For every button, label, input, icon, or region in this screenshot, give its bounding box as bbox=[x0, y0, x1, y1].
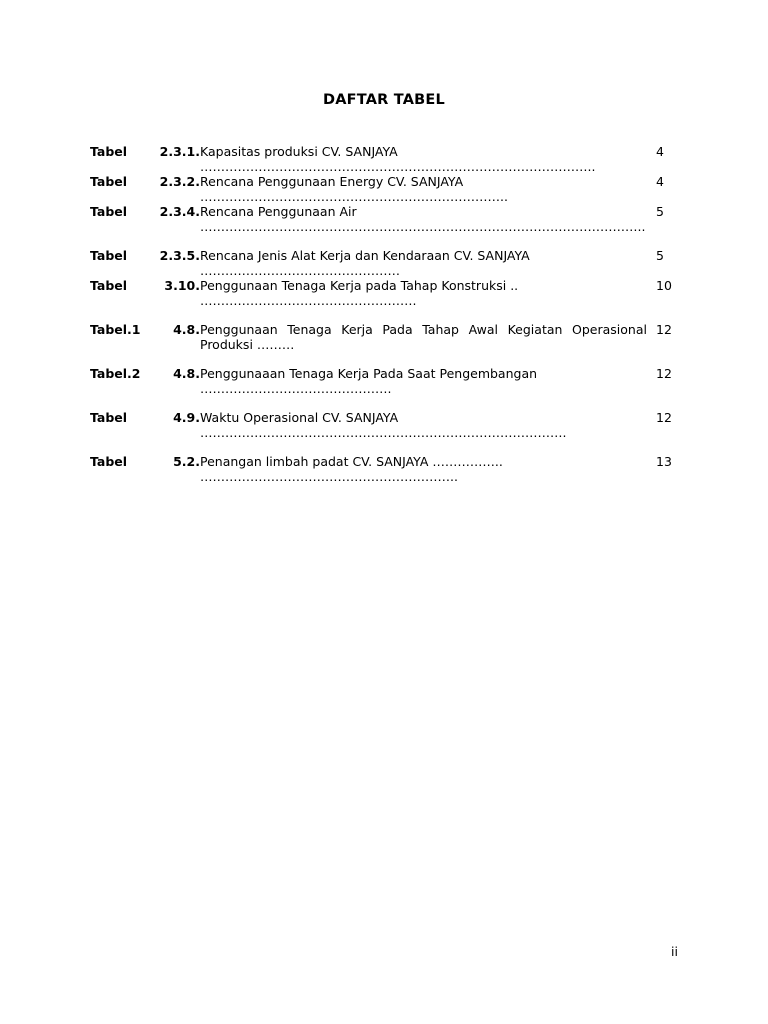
entry-page-number: 5 bbox=[656, 248, 664, 263]
entry-label bbox=[90, 174, 200, 204]
entry-title bbox=[200, 278, 647, 308]
entry-title-text: Penggunaan Tenaga Kerja Pada Tahap Awal Kegiatan Operasional Produksi ……… bbox=[200, 322, 647, 352]
toc-entry bbox=[90, 454, 676, 484]
entry-label bbox=[90, 322, 200, 352]
entry-title bbox=[200, 204, 647, 234]
entry-page-number: 5 bbox=[656, 204, 664, 219]
entry-number: 5.2. bbox=[173, 454, 200, 469]
entry-number: 2.3.4. bbox=[159, 204, 200, 219]
entry-leader-dots: ………………………………………………………………………………….. bbox=[200, 159, 596, 174]
entry-title bbox=[200, 366, 647, 396]
entry-title-text: Kapasitas produksi CV. SANJAYA bbox=[200, 144, 398, 159]
entry-leader-dots: ………………………………………. bbox=[200, 381, 392, 396]
entry-leader-dots: ………………………………………… bbox=[200, 263, 400, 278]
table-of-tables bbox=[90, 144, 676, 484]
entry-page-number: 4 bbox=[656, 144, 664, 159]
entry-leader-dots: …………………………………………………….. bbox=[200, 469, 458, 484]
entry-title bbox=[200, 174, 647, 204]
entry-label bbox=[90, 278, 200, 308]
entry-page-number: 12 bbox=[656, 366, 672, 381]
entry-page-number: 10 bbox=[656, 278, 672, 293]
entry-leader-dots: ……………………………………………. bbox=[200, 293, 417, 308]
entry-leader-dots: ……………………………………………………………………………. bbox=[200, 425, 567, 440]
entry-title bbox=[200, 454, 647, 484]
entry-title-text: Waktu Operasional CV. SANJAYA bbox=[200, 410, 399, 425]
entry-label-word: Tabel bbox=[90, 204, 128, 219]
entry-label-word: Tabel.1 bbox=[90, 322, 141, 337]
entry-label bbox=[90, 144, 200, 174]
toc-entry bbox=[90, 366, 676, 396]
entry-label-word: Tabel bbox=[90, 278, 128, 293]
toc-entry bbox=[90, 278, 676, 308]
entry-label-word: Tabel bbox=[90, 454, 128, 469]
entry-number: 2.3.5. bbox=[159, 248, 200, 263]
entry-page-number: 12 bbox=[656, 322, 672, 337]
entry-title-text: Rencana Penggunaan Air bbox=[200, 204, 357, 219]
entry-title bbox=[200, 248, 647, 278]
toc-entry bbox=[90, 204, 676, 234]
page-number: ii bbox=[671, 944, 678, 959]
toc-entry bbox=[90, 144, 676, 174]
entry-title-text: Rencana Penggunaan Energy CV. SANJAYA bbox=[200, 174, 464, 189]
entry-number: 2.3.1. bbox=[159, 144, 200, 159]
entry-label bbox=[90, 366, 200, 396]
entry-label-word: Tabel.2 bbox=[90, 366, 141, 381]
entry-number: 4.8. bbox=[173, 322, 200, 337]
entry-title-text: Penangan limbah padat CV. SANJAYA …………….. bbox=[200, 454, 503, 469]
entry-number: 4.9. bbox=[173, 410, 200, 425]
entry-title-text: Rencana Jenis Alat Kerja dan Kendaraan CV. SANJAYA bbox=[200, 248, 530, 263]
entry-title bbox=[200, 322, 647, 352]
entry-number: 4.8. bbox=[173, 366, 200, 381]
entry-label-word: Tabel bbox=[90, 410, 128, 425]
entry-number: 2.3.2. bbox=[159, 174, 200, 189]
entry-page-number: 13 bbox=[656, 454, 672, 469]
entry-label-word: Tabel bbox=[90, 144, 128, 159]
entry-title-text: Penggunaan Tenaga Kerja pada Tahap Konstruksi .. bbox=[200, 278, 519, 293]
toc-entry bbox=[90, 322, 676, 352]
entry-leader-dots: ……………………………………………………………….. bbox=[200, 189, 508, 204]
toc-entry bbox=[90, 410, 676, 440]
entry-label bbox=[90, 204, 200, 234]
entry-title bbox=[200, 410, 647, 440]
page-title: DAFTAR TABEL bbox=[323, 92, 445, 108]
entry-label-word: Tabel bbox=[90, 174, 128, 189]
entry-label-word: Tabel bbox=[90, 248, 128, 263]
toc-entry bbox=[90, 174, 676, 204]
entry-title bbox=[200, 144, 647, 174]
entry-label bbox=[90, 410, 200, 440]
entry-label bbox=[90, 454, 200, 484]
entry-leader-dots: …………………………………………………………………………………………….. bbox=[200, 219, 646, 234]
entry-page-number: 12 bbox=[656, 410, 672, 425]
toc-entry bbox=[90, 248, 676, 278]
entry-page-number: 4 bbox=[656, 174, 664, 189]
entry-label bbox=[90, 248, 200, 278]
entry-number: 3.10. bbox=[164, 278, 200, 293]
entry-title-text: Penggunaaan Tenaga Kerja Pada Saat Pengembangan bbox=[200, 366, 538, 381]
